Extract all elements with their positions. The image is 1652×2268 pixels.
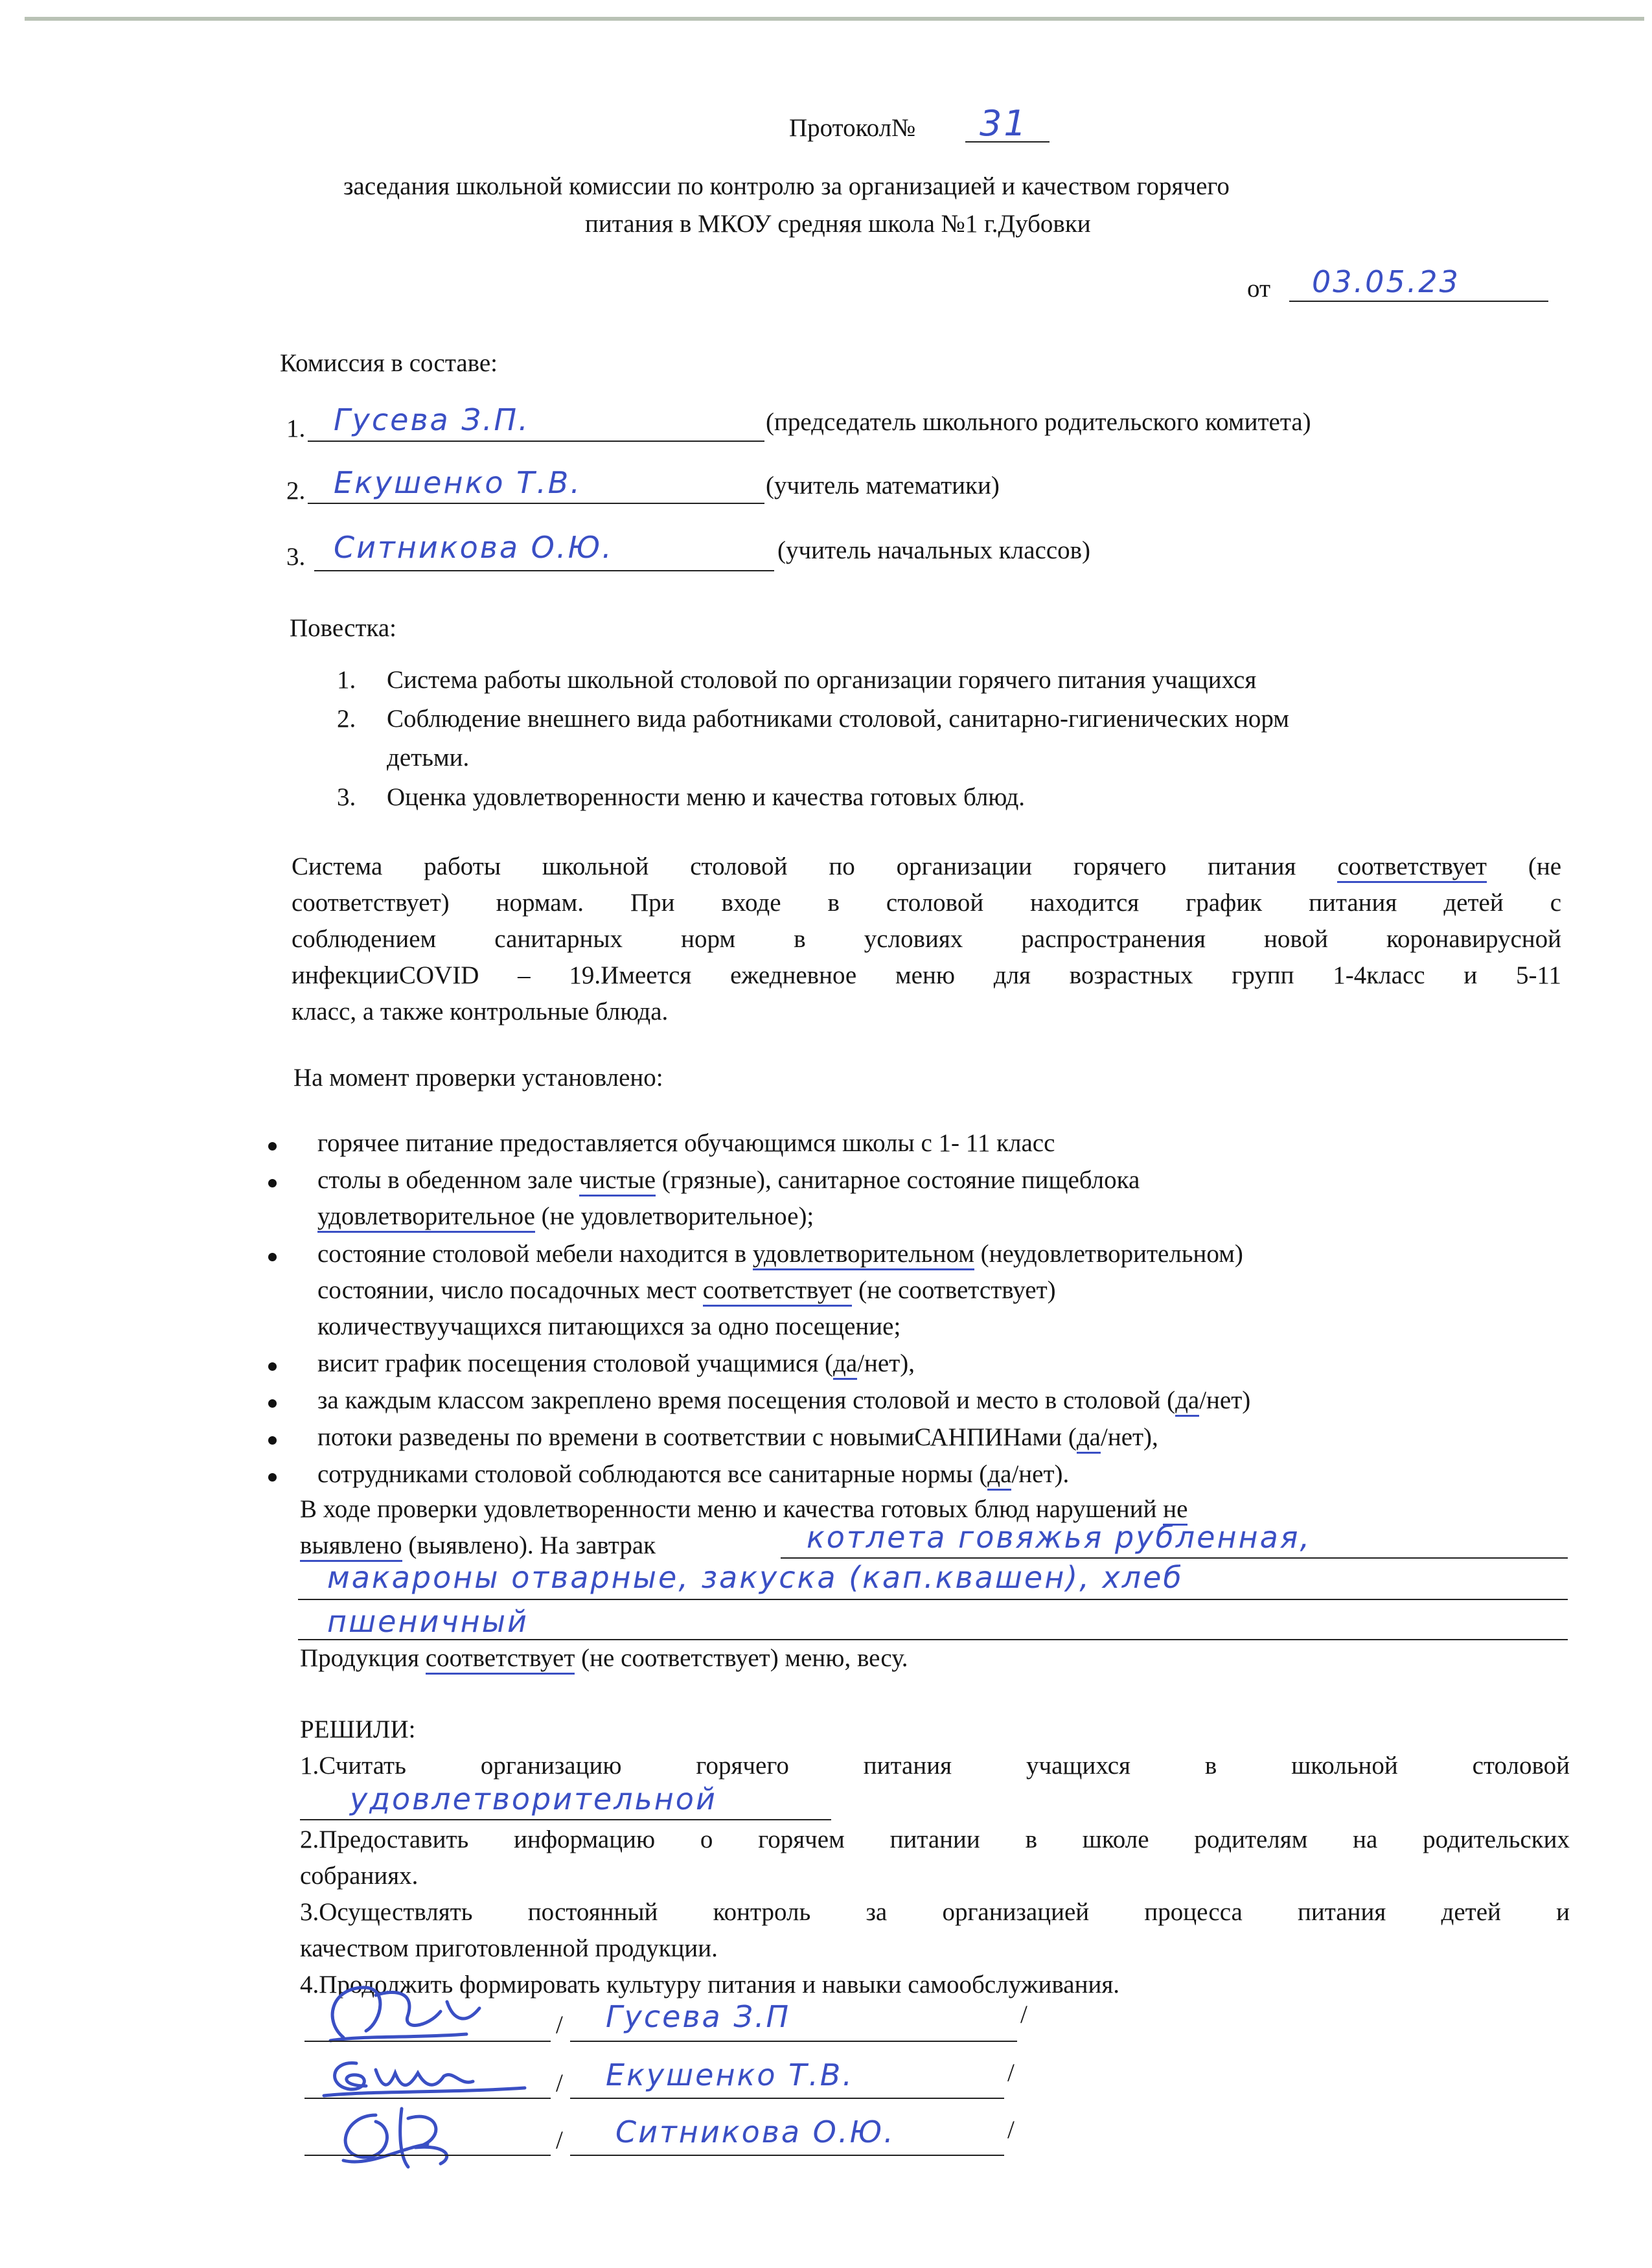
signature-3-scribble [317,2096,538,2173]
bullet-dot [268,1179,277,1187]
decision-4: 4.Продолжить формировать культуру питания и навыки самообслуживания. [300,1971,1120,1999]
sig-3-line-right [570,2155,1004,2156]
agenda-1-text: Система работы школьной столовой по организации горячего питания учащихся [387,666,1257,694]
b5-mark: да [1175,1386,1200,1414]
quality-l1-mark: не [1163,1495,1188,1523]
b3-mark: удовлетворительном [752,1240,974,1268]
b3b-pre: состоянии, число посадочных мест [317,1276,703,1304]
signature-2-scribble [304,2050,538,2102]
member-3-name: Ситникова О.Ю. [334,530,614,565]
b4-mark: да [833,1349,858,1377]
member-2-role: (учитель математики) [766,472,1000,499]
bullet-3-cont2: количествуучащихся питающихся за одно посещение; [317,1312,901,1340]
scan-top-edge [25,17,1644,21]
sig-1-line-left [304,2041,551,2042]
agenda-1-num: 1. [337,666,356,694]
commission-heading: Комиссия в составе: [280,349,498,377]
date-underline [1289,301,1548,302]
sig-2-sep: / [556,2069,563,2097]
b5-post: /нет) [1199,1386,1251,1414]
decision-2: 2.Предоставить информацию о горячем питании в школе родителям на родительских [300,1826,1570,1853]
b3-pre: состояние столовой мебели находится в [317,1240,753,1268]
bullet-3 [317,1241,1243,1266]
agenda-2-text-cont: детьми. [387,744,470,772]
b5-pre: за каждым классом закреплено время посещения столовой и место в столовой ( [317,1386,1176,1414]
b4-pre: висит график посещения столовой учащимися ( [317,1349,834,1377]
bullet-dot [268,1142,277,1151]
product-line [300,1645,908,1671]
decision-2-cont: собраниях. [300,1862,419,1890]
decision-1-value: удовлетворительной [350,1781,717,1816]
member-2-line [308,503,764,504]
member-1-line [308,441,764,442]
protocol-date: 03.05.23 [1312,264,1460,299]
bullet-6 [317,1425,1158,1450]
quality-line-2 [300,1533,656,1558]
bullet-dot [268,1253,277,1261]
sig-3-name: Ситникова О.Ю. [615,2114,895,2149]
bullet-dot [268,1399,277,1408]
bullet-5 [317,1388,1250,1413]
agenda-3-num: 3. [337,783,356,811]
agenda-2-num: 2. [337,705,356,733]
bullet-2 [317,1167,1140,1193]
bullet-7 [317,1461,1069,1487]
member-2-num: 2. [286,477,306,505]
member-1-name: Гусева З.П. [334,402,530,437]
sig-1-name: Гусева З.П [606,1999,791,2034]
breakfast-line-2 [298,1599,1568,1600]
system-line-4: инфекцииCOVID – 19.Имеется ежедневное меню для возрастных групп 1-4класс и 5-11 [292,961,1561,989]
bullet-dot [268,1436,277,1445]
decision-3-cont: качеством приготовленной продукции. [300,1934,718,1962]
member-3-line [314,570,774,571]
sig-1-sep: / [556,2011,563,2039]
member-2-name: Екушенко Т.В. [334,465,582,500]
protocol-number: 31 [980,103,1028,144]
b7-mark: да [987,1460,1012,1488]
protocol-title [789,115,915,141]
member-1-role: (председатель школьного родительского комитета) [766,408,1311,436]
signature-1-scribble [304,1976,538,2047]
b2-mark: чистые [579,1166,656,1194]
sig-3-sep: / [556,2126,563,2154]
system-line-1 [292,854,1561,879]
breakfast-text-3: пшеничный [327,1604,529,1639]
sig-3-end: / [1007,2116,1015,2144]
decision-3: 3.Осуществлять постоянный контроль за организацией процесса питания детей и [300,1898,1570,1926]
bullet-4 [317,1351,915,1376]
bullet-2-cont [317,1204,814,1229]
subtitle-line2: питания в МКОУ средняя школа №1 г.Дубовки [585,210,1091,238]
member-3-role: (учитель начальных классов) [777,536,1091,564]
b4-post: /нет), [857,1349,915,1377]
b2b-post: (не удовлетворительное); [534,1202,814,1230]
prod-mark: соответствует [425,1644,575,1672]
sig-1-end: / [1020,2000,1027,2028]
b2-pre: столы в обеденном зале [317,1166,579,1194]
sig-2-line-right [570,2098,1004,2099]
member-3-num: 3. [286,543,306,571]
member-1-num: 1. [286,415,306,442]
decision-1-line [300,1819,831,1820]
agenda-3-text: Оценка удовлетворенности меню и качества готовых блюд. [387,783,1026,811]
sig-2-name: Екушенко Т.В. [606,2057,854,2092]
system-l1-text: Система работы школьной столовой по организации горячего питания [292,853,1296,880]
decisions-heading: РЕШИЛИ: [300,1715,416,1743]
bullet-dot [268,1362,277,1371]
agenda-2-text: Соблюдение внешнего вида работниками столовой, санитарно-гигиенических норм [387,705,1289,733]
b3b-mark: соответствует [702,1276,853,1304]
subtitle-line1: заседания школьной комиссии по контролю за организацией и качеством горячего [343,172,1230,200]
sig-3-line-left [304,2155,551,2156]
title-prefix: Протокол№ [789,114,916,142]
agenda-heading: Повестка: [290,614,396,642]
breakfast-text-2: макароны отварные, закуска (кап.квашен), хлеб [327,1560,1184,1595]
b2b-mark: удовлетворительное [317,1202,535,1230]
quality-l1-text: В ходе проверки удовлетворенности меню и качества готовых блюд нарушений [300,1495,1157,1523]
b3-post: (неудовлетворительном) [974,1240,1243,1268]
b6-mark: да [1076,1423,1101,1451]
b6-pre: потоки разведены по времени в соответствии с новымиСАНПИНами ( [317,1423,1077,1451]
system-line-5: класс, а также контрольные блюда. [292,998,669,1025]
sig-2-end: / [1007,2059,1015,2087]
bullet-1: горячее питание предоставляется обучающимся школы с 1- 11 класс [317,1129,1055,1157]
decision-1: 1.Считать организацию горячего питания учащихся в школьной столовой [300,1752,1570,1780]
quality-l2-mark: выявлено [300,1531,402,1559]
prod-post: (не соответствует) меню, весу. [575,1644,908,1672]
b7-pre: сотрудниками столовой соблюдаются все санитарные нормы ( [317,1460,988,1488]
quality-l2-post: (выявлено). На завтрак [402,1531,656,1559]
b6-post: /нет), [1100,1423,1158,1451]
b7-post: /нет). [1011,1460,1070,1488]
breakfast-text-1: котлета говяжья рубленная, [807,1520,1312,1555]
breakfast-line-1 [781,1557,1568,1559]
prod-pre: Продукция [300,1644,426,1672]
bullet-dot [268,1473,277,1482]
quality-line-1 [300,1496,1187,1522]
b3b-post: (не соответствует) [852,1276,1056,1304]
breakfast-line-3 [298,1639,1568,1640]
b2-post: (грязные), санитарное состояние пищеблока [656,1166,1140,1194]
inspection-heading: На момент проверки установлено: [293,1064,663,1092]
system-line-3: соблюдением санитарных норм в условиях распространения новой коронавирусной [292,925,1561,953]
date-prefix: от [1247,275,1271,303]
system-line-2: соответствует) нормам. При входе в столовой находится график питания детей с [292,889,1561,917]
bullet-3-cont [317,1277,1056,1303]
system-l1-mark: соответствует [1337,853,1487,880]
sig-1-line-right [570,2041,1017,2042]
system-l1-post: (не [1528,853,1562,880]
